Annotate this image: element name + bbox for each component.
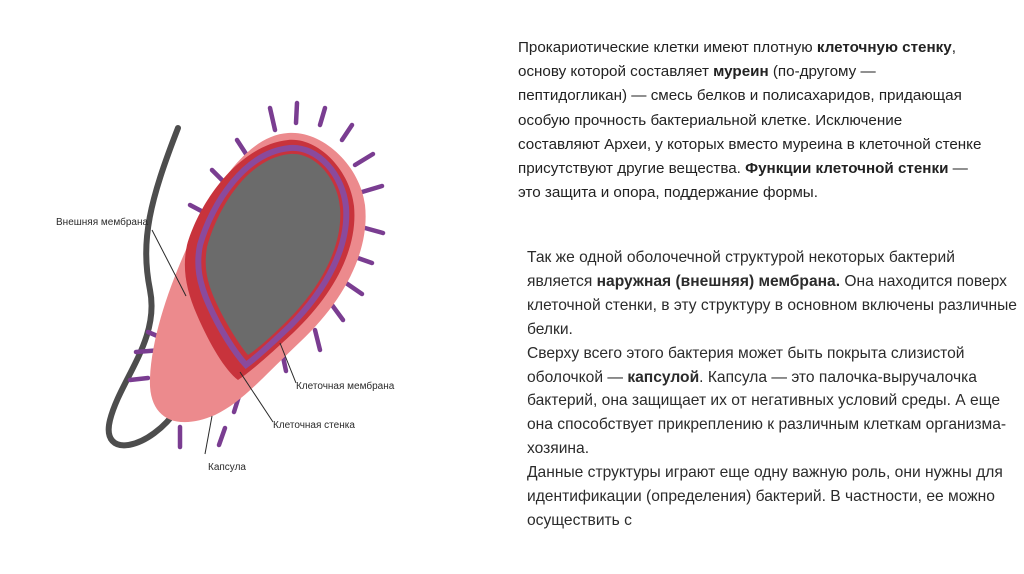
text-segment: Так же одной оболочечной структурой некоторых бактерий является bbox=[527, 249, 955, 290]
bold-term: муреин bbox=[713, 63, 769, 81]
text-segment: (по-другому — пептидогликан) — смесь белков и полисахаридов, придающая особую прочность бактериальной клетке. Исключение составляют Археи, у которых вместо муреина в клеточной стенке присутствуют другие вещества. bbox=[518, 63, 982, 178]
label-cell-wall: Клеточная стенка bbox=[273, 420, 355, 431]
bold-term: наружная (внешняя) мембрана. bbox=[596, 272, 841, 290]
bold-term: Функции клеточной стенки bbox=[745, 160, 949, 178]
outer-membrane-paragraph bbox=[527, 246, 1017, 533]
bold-term: клеточную стенку bbox=[816, 39, 952, 56]
label-capsule: Капсула bbox=[208, 462, 246, 473]
text-segment: Она находится поверх клеточной стенки, в эту структуру в основном включены различные белки. bbox=[527, 272, 1017, 338]
text-segment: Данные структуры играют еще одну важную роль, они нужны для идентификации (определения) бактерий. В частности, ее можно осуществить с bbox=[527, 464, 1003, 529]
bold-term: капсулой bbox=[627, 368, 700, 386]
text-segment: Прокариотические клетки имеют плотную bbox=[518, 39, 817, 56]
text-segment: — это защита и опора, поддержание формы. bbox=[518, 160, 968, 202]
label-cell-membrane: Клеточная мембрана bbox=[296, 381, 395, 392]
text-segment: . Капсула — это палочка-выручалочка бактерий, она защищает их от негативных условий среды. А еще она способствует прикреплению к различным клеткам организма-хозяина. bbox=[527, 368, 1007, 458]
text-segment: Сверху всего этого бактерия может быть покрыта слизистой оболочкой — bbox=[527, 344, 965, 386]
label-outer-membrane: Внешняя мембрана bbox=[56, 217, 149, 228]
text-segment: , основу которой составляет bbox=[518, 39, 956, 81]
cell-wall-paragraph bbox=[518, 36, 988, 205]
